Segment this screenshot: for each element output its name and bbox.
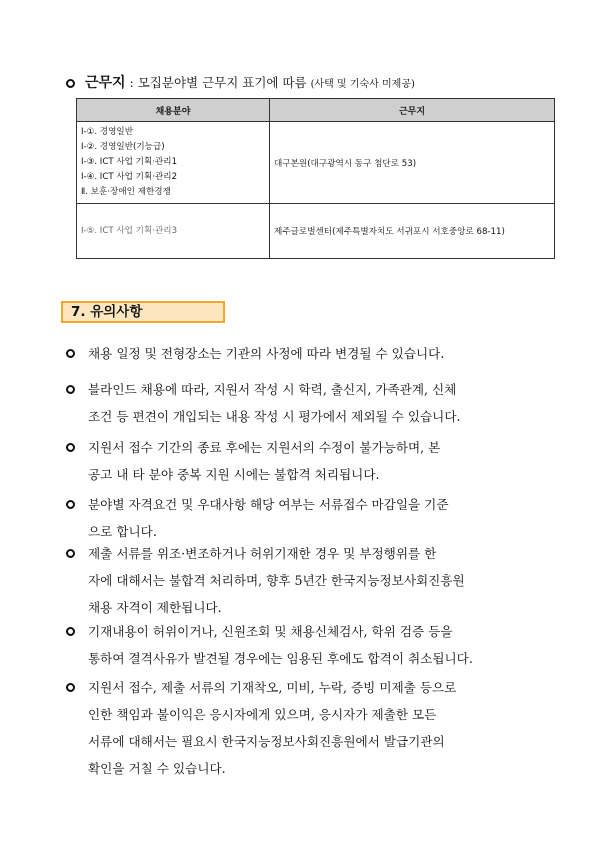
notice-item — [66, 340, 546, 367]
ring-bullet-icon — [66, 500, 75, 509]
location-cell: 제주글로벌센터(제주특별자치도 서귀포시 서호중앙로 68-11) — [270, 204, 555, 259]
header-field: 채용분야 — [77, 99, 270, 122]
notice-text: 채용 일정 및 전형장소는 기관의 사정에 따라 변경될 수 있습니다. — [88, 346, 445, 361]
notice-text: 제출 서류를 위조·변조하거나 허위기재한 경우 및 부정행위를 한 자에 대해서는 불합격 처리하며, 향후 5년간 한국지능정보사회진흥원 채용 자격이 제한됩니다. — [88, 546, 465, 615]
notice-item — [66, 674, 546, 782]
work-location-table — [76, 98, 555, 259]
field-item: Ⅰ-④. ICT 사업 기획·관리2 — [81, 172, 178, 182]
work-location-text: 모집분야별 근무지 표기에 따름 — [137, 75, 307, 90]
work-location-separator: : — [125, 75, 138, 90]
notice-text: 분야별 자격요건 및 우대사항 해당 여부는 서류접수 마감일을 기준 으로 합니다. — [88, 497, 449, 539]
field-item: Ⅰ-①. 경영일반 — [81, 127, 134, 137]
header-location: 근무지 — [270, 99, 555, 122]
notice-text: 지원서 접수 기간의 종료 후에는 지원서의 수정이 불가능하며, 본 공고 내 타 분야 중복 지원 시에는 불합격 처리됩니다. — [88, 440, 441, 482]
notice-text: 기재내용이 허위이거나, 신원조회 및 채용신체검사, 학위 검증 등을 통하여 결격사유가 발견될 경우에는 임용된 후에도 합격이 취소됩니다. — [88, 624, 473, 666]
field-item: Ⅰ-⑤. ICT 사업 기획·관리3 — [81, 225, 178, 236]
section-heading: 7. 유의사항 — [61, 301, 225, 323]
notice-item — [66, 618, 546, 672]
notice-text: 블라인드 채용에 따라, 지원서 작성 시 학력, 출신지, 가족관계, 신체 조건 등 편견이 개입되는 내용 작성 시 평가에서 제외될 수 있습니다. — [88, 382, 461, 424]
work-location-note: (사택 및 기숙사 미제공) — [310, 79, 415, 90]
field-item: Ⅰ-③. ICT 사업 기획·관리1 — [81, 157, 178, 167]
ring-bullet-icon — [66, 627, 75, 636]
notice-item — [66, 376, 546, 430]
ring-bullet-icon — [66, 349, 75, 358]
notice-item — [66, 491, 546, 545]
work-location-line — [66, 72, 415, 92]
table-row — [77, 122, 555, 204]
table-header-row — [77, 99, 555, 122]
location-cell: 대구본원(대구광역시 동구 첨단로 53) — [270, 122, 555, 204]
ring-bullet-icon — [66, 549, 75, 558]
field-item: Ⅱ. 보훈·장애인 제한경쟁 — [81, 187, 171, 197]
work-location-label: 근무지 — [84, 75, 126, 91]
field-item: Ⅰ-②. 경영일반(기능급) — [81, 142, 165, 152]
ring-bullet-icon — [66, 443, 75, 452]
table-row — [77, 204, 555, 259]
field-cell — [77, 204, 270, 259]
notice-item — [66, 540, 546, 621]
ring-bullet-icon — [66, 79, 75, 88]
field-cell — [77, 122, 270, 204]
ring-bullet-icon — [66, 385, 75, 394]
notice-item — [66, 434, 546, 488]
notice-text: 지원서 접수, 제출 서류의 기재착오, 미비, 누락, 증빙 미제출 등으로 인한 책임과 불이익은 응시자에게 있으며, 응시자가 제출한 모든 서류에 대해서는 필요시 한국지능정보사회진흥원에서 발급기관의 확인을 거칠 수 있습니다. — [88, 680, 457, 776]
ring-bullet-icon — [66, 683, 75, 692]
